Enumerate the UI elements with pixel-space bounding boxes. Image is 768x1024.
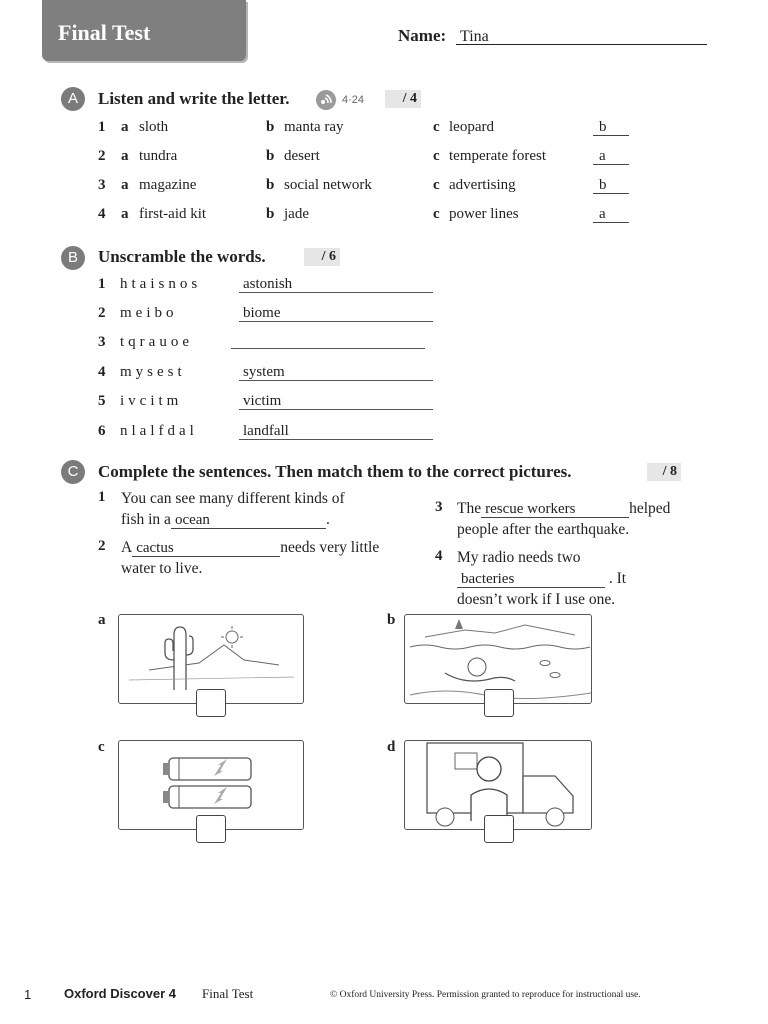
answer-field[interactable] bbox=[231, 332, 425, 349]
item-number: 1 bbox=[98, 119, 106, 135]
sentence-3 bbox=[457, 498, 697, 540]
answer-field[interactable]: b bbox=[593, 119, 629, 136]
sentence-text: fish in a bbox=[121, 511, 171, 528]
option-letter: c bbox=[433, 177, 440, 193]
section-b-title: Unscramble the words. bbox=[98, 247, 266, 266]
section-c-badge: C bbox=[61, 460, 85, 484]
item-number: 3 bbox=[435, 499, 443, 515]
option-letter: b bbox=[266, 177, 275, 193]
item-number: 4 bbox=[98, 364, 106, 380]
section-a-title: Listen and write the letter. bbox=[98, 89, 290, 108]
option-b: jade bbox=[284, 206, 309, 222]
scrambled-word: nlalfdal bbox=[120, 423, 198, 439]
item-number: 2 bbox=[98, 538, 106, 554]
answer-field[interactable]: astonish bbox=[239, 276, 433, 293]
answer-field[interactable]: system bbox=[239, 364, 433, 381]
sentence-text: people after the earthquake. bbox=[457, 521, 630, 538]
sentence-text: doesn’t work if I use one. bbox=[457, 591, 616, 608]
option-letter: a bbox=[121, 119, 129, 135]
picture-answer-box[interactable] bbox=[196, 689, 226, 717]
item-number: 2 bbox=[98, 305, 106, 321]
scrambled-word: tqrauoe bbox=[120, 334, 193, 350]
option-letter: c bbox=[433, 148, 440, 164]
name-label: Name: bbox=[398, 26, 447, 45]
picture-label: d bbox=[387, 739, 396, 755]
answer-field[interactable]: b bbox=[593, 177, 629, 194]
scrambled-word: ivcitm bbox=[120, 393, 183, 409]
item-number: 4 bbox=[98, 206, 106, 222]
option-letter: b bbox=[266, 206, 275, 222]
answer-field[interactable]: a bbox=[593, 206, 629, 223]
item-number: 1 bbox=[98, 489, 106, 505]
answer-field[interactable]: a bbox=[593, 148, 629, 165]
section-b-score: / 6 bbox=[304, 248, 340, 266]
section-a-badge: A bbox=[61, 87, 85, 111]
footer-test-name: Final Test bbox=[202, 986, 254, 1001]
picture-label: a bbox=[98, 612, 106, 628]
item-number: 6 bbox=[98, 423, 106, 439]
sentence-text-line bbox=[121, 509, 421, 530]
scrambled-word: mysest bbox=[120, 364, 186, 380]
sentence-text: You can see many different kinds of bbox=[121, 490, 345, 507]
sentence-text: helped bbox=[629, 500, 671, 517]
picture-answer-box[interactable] bbox=[196, 815, 226, 843]
picture-label: b bbox=[387, 612, 396, 628]
section-b-badge: B bbox=[61, 246, 85, 270]
option-a: tundra bbox=[139, 148, 178, 164]
sentence-text: water to live. bbox=[121, 560, 203, 577]
sentence-text: A bbox=[121, 539, 133, 556]
option-letter: b bbox=[266, 148, 275, 164]
answer-field[interactable]: landfall bbox=[239, 423, 433, 440]
sentence-text: . It bbox=[608, 570, 627, 587]
item-number: 1 bbox=[98, 276, 106, 292]
audio-track-number: 4·24 bbox=[342, 94, 365, 106]
option-a: first-aid kit bbox=[139, 206, 207, 222]
section-c-title: Complete the sentences. Then match them to the correct pictures. bbox=[98, 462, 572, 481]
sentence-text: The bbox=[457, 500, 482, 517]
item-number: 2 bbox=[98, 148, 106, 164]
option-letter: c bbox=[433, 206, 440, 222]
option-a: magazine bbox=[139, 177, 197, 193]
picture-answer-box[interactable] bbox=[484, 815, 514, 843]
option-c: advertising bbox=[449, 177, 516, 193]
option-c: power lines bbox=[449, 206, 519, 222]
option-letter: a bbox=[121, 148, 129, 164]
answer-field[interactable]: cactus bbox=[132, 540, 280, 557]
item-number: 3 bbox=[98, 177, 106, 193]
answer-field[interactable]: victim bbox=[239, 393, 433, 410]
option-b: manta ray bbox=[284, 119, 344, 135]
footer-book-title: Oxford Discover 4 bbox=[64, 986, 176, 1001]
section-a-score: / 4 bbox=[385, 90, 421, 108]
page-number: 1 bbox=[24, 987, 32, 1002]
scrambled-word: meibo bbox=[120, 305, 178, 321]
answer-field[interactable]: bacteries bbox=[457, 571, 605, 588]
option-letter: b bbox=[266, 119, 275, 135]
picture-label: c bbox=[98, 739, 105, 755]
option-b: social network bbox=[284, 177, 372, 193]
audio-waves-icon bbox=[316, 90, 336, 110]
sentence-1 bbox=[121, 488, 421, 530]
sentence-2 bbox=[121, 537, 421, 579]
option-letter: a bbox=[121, 177, 129, 193]
sentence-text: needs very little bbox=[280, 539, 380, 556]
sentence-text: . bbox=[325, 511, 330, 528]
item-number: 3 bbox=[98, 334, 106, 350]
audio-cd-icon bbox=[316, 90, 336, 110]
sentence-text-line bbox=[121, 537, 421, 558]
item-number: 4 bbox=[435, 548, 443, 564]
sentence-text: My radio needs two bbox=[457, 549, 581, 566]
answer-field[interactable]: biome bbox=[239, 305, 433, 322]
sentence-text-line bbox=[457, 498, 697, 519]
answer-field[interactable]: ocean bbox=[171, 512, 326, 529]
option-c: leopard bbox=[449, 119, 494, 135]
page-title: Final Test bbox=[58, 20, 151, 45]
option-b: desert bbox=[284, 148, 320, 164]
option-a: sloth bbox=[139, 119, 169, 135]
sentence-text-line bbox=[457, 568, 697, 589]
sentence-4 bbox=[457, 547, 697, 610]
option-letter: c bbox=[433, 119, 440, 135]
picture-answer-box[interactable] bbox=[484, 689, 514, 717]
answer-field[interactable]: rescue workers bbox=[481, 501, 629, 518]
option-letter: a bbox=[121, 206, 129, 222]
section-c-score: / 8 bbox=[647, 463, 681, 481]
scrambled-word: htaisnos bbox=[120, 276, 202, 292]
name-field[interactable]: Tina bbox=[456, 28, 707, 45]
option-c: temperate forest bbox=[449, 148, 547, 164]
footer-copyright: © Oxford University Press. Permission granted to reproduce for instructional use. bbox=[330, 990, 641, 1000]
item-number: 5 bbox=[98, 393, 106, 409]
